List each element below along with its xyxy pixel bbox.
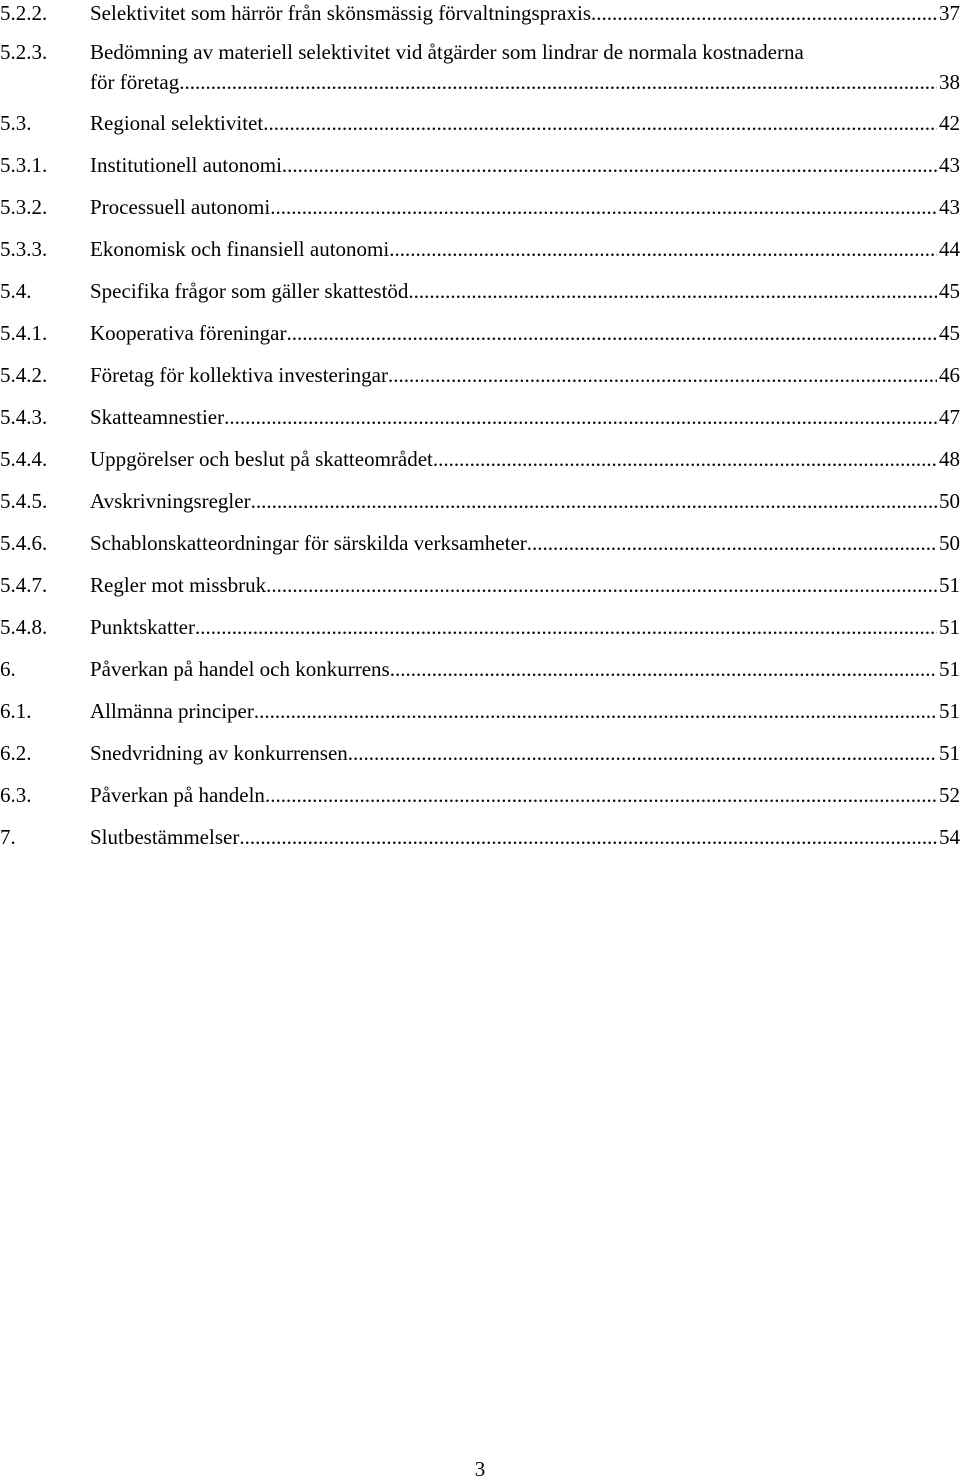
toc-dot-leader <box>282 150 937 180</box>
toc-entry[interactable] <box>0 234 960 264</box>
toc-entry-number: 5.4.3. <box>0 405 48 429</box>
toc-entry-title: Specifika frågor som gäller skattestöd <box>90 279 409 303</box>
toc-dot-leader <box>388 360 937 390</box>
toc-dot-leader <box>270 192 937 222</box>
toc-entry[interactable] <box>0 444 960 474</box>
toc-entry-page: 50 <box>939 531 960 555</box>
toc-entry-title: Företag för kollektiva investeringar <box>90 363 388 387</box>
toc-entry-number: 5.3.1. <box>0 153 48 177</box>
toc-entry-page: 52 <box>939 783 960 807</box>
toc-entry-page: 46 <box>939 363 960 387</box>
toc-entry-page: 42 <box>939 111 960 135</box>
toc-entry-title: Slutbestämmelser <box>90 825 240 849</box>
toc-entry[interactable] <box>0 37 960 97</box>
toc-dot-leader <box>389 234 937 264</box>
toc-entry[interactable] <box>0 738 960 768</box>
toc-dot-leader <box>239 822 937 852</box>
toc-entry-page: 47 <box>939 405 960 429</box>
toc-entry-page: 51 <box>939 615 960 639</box>
toc-entry-title: för företag. <box>90 70 185 94</box>
toc-entry-title: Schablonskatteordningar för särskilda verksamheter <box>90 531 527 555</box>
toc-entry-title: Institutionell autonomi <box>90 153 282 177</box>
toc-entry[interactable] <box>0 108 960 138</box>
toc-entry-number: 5.4.2. <box>0 363 48 387</box>
toc-dot-leader <box>266 570 937 600</box>
toc-entry[interactable] <box>0 822 960 852</box>
toc-entry-number: 5.4. <box>0 279 32 303</box>
toc-entry-page: 38 <box>939 70 960 94</box>
toc-entry-page: 50 <box>939 489 960 513</box>
toc-entry-number: 6.2. <box>0 741 32 765</box>
toc-entry-page: 51 <box>939 699 960 723</box>
toc-entry-title: Påverkan på handeln <box>90 783 265 807</box>
toc-entry-page: 43 <box>939 153 960 177</box>
toc-entry-title-line1: Bedömning av materiell selektivitet vid åtgärder som lindrar de normala kostnaderna <box>90 40 804 64</box>
toc-dot-leader <box>184 67 937 97</box>
toc-dot-leader <box>254 696 937 726</box>
toc-dot-leader <box>265 780 937 810</box>
toc-entry-title: Ekonomisk och finansiell autonomi <box>90 237 390 261</box>
toc-dot-leader <box>591 0 937 28</box>
toc-entry[interactable] <box>0 780 960 810</box>
toc-entry[interactable] <box>0 486 960 516</box>
toc-entry-number: 5.4.7. <box>0 573 48 597</box>
toc-entry-number: 5.3.2. <box>0 195 48 219</box>
toc-entry-number: 6. <box>0 657 16 681</box>
toc-entry-number: 5.2.3. <box>0 40 48 64</box>
toc-entry-title: Processuell autonomi <box>90 195 271 219</box>
toc-dot-leader <box>195 612 937 642</box>
toc-entry[interactable] <box>0 696 960 726</box>
toc-entry-title: Kooperativa föreningar <box>90 321 287 345</box>
toc-entry-page: 43 <box>939 195 960 219</box>
toc-entry[interactable] <box>0 360 960 390</box>
toc-entry-number: 5.2.2. <box>0 1 48 25</box>
toc-entry-page: 48 <box>939 447 960 471</box>
toc-entry[interactable] <box>0 276 960 306</box>
toc-entry-page: 54 <box>939 825 960 849</box>
toc-entry-page: 45 <box>939 321 960 345</box>
toc-entry-title: Snedvridning av konkurrensen <box>90 741 348 765</box>
toc-entry-title: Uppgörelser och beslut på skatteområdet <box>90 447 433 471</box>
toc-entry[interactable] <box>0 0 960 28</box>
toc-entry-title: Regional selektivitet <box>90 111 264 135</box>
toc-dot-leader <box>390 654 937 684</box>
toc-entry[interactable] <box>0 612 960 642</box>
toc-entry-number: 5.4.8. <box>0 615 48 639</box>
toc-dot-leader <box>408 276 937 306</box>
toc-dot-leader <box>527 528 937 558</box>
toc-entry[interactable] <box>0 318 960 348</box>
toc-entry-page: 51 <box>939 741 960 765</box>
toc-dot-leader <box>224 402 937 432</box>
toc-dot-leader <box>287 318 938 348</box>
toc-entry-page: 37 <box>939 1 960 25</box>
toc-entry-number: 6.1. <box>0 699 32 723</box>
toc-dot-leader <box>348 738 937 768</box>
toc-entry-number: 5.3.3. <box>0 237 48 261</box>
toc-entry-number: 5.4.6. <box>0 531 48 555</box>
toc-entry-title: Punktskatter <box>90 615 195 639</box>
toc-entry-number: 5.4.4. <box>0 447 48 471</box>
toc-entry-title: Avskrivningsregler <box>90 489 251 513</box>
toc-entry-title: Selektivitet som härrör från skönsmässig förvaltningspraxis <box>90 1 591 25</box>
toc-dot-leader <box>263 108 937 138</box>
toc-entry[interactable] <box>0 654 960 684</box>
toc-entry-number: 6.3. <box>0 783 32 807</box>
toc-dot-leader <box>251 486 937 516</box>
toc-entry-number: 5.3. <box>0 111 32 135</box>
toc-entry[interactable] <box>0 402 960 432</box>
toc-entry-title: Regler mot missbruk <box>90 573 267 597</box>
toc-entry-number: 5.4.5. <box>0 489 48 513</box>
toc-entry[interactable] <box>0 150 960 180</box>
toc-entry[interactable] <box>0 528 960 558</box>
toc-entry[interactable] <box>0 192 960 222</box>
toc-entry[interactable] <box>0 570 960 600</box>
toc-dot-leader <box>433 444 937 474</box>
toc-entry-title: Skatteamnestier <box>90 405 225 429</box>
toc-entry-number: 7. <box>0 825 16 849</box>
toc-entry-page: 45 <box>939 279 960 303</box>
toc-entry-page: 51 <box>939 657 960 681</box>
toc-entry-page: 44 <box>939 237 960 261</box>
toc-entry-number: 5.4.1. <box>0 321 48 345</box>
toc-entry-title: Allmänna principer <box>90 699 254 723</box>
page-number: 3 <box>474 1457 486 1481</box>
toc-entry-title: Påverkan på handel och konkurrens <box>90 657 390 681</box>
toc-entry-page: 51 <box>939 573 960 597</box>
